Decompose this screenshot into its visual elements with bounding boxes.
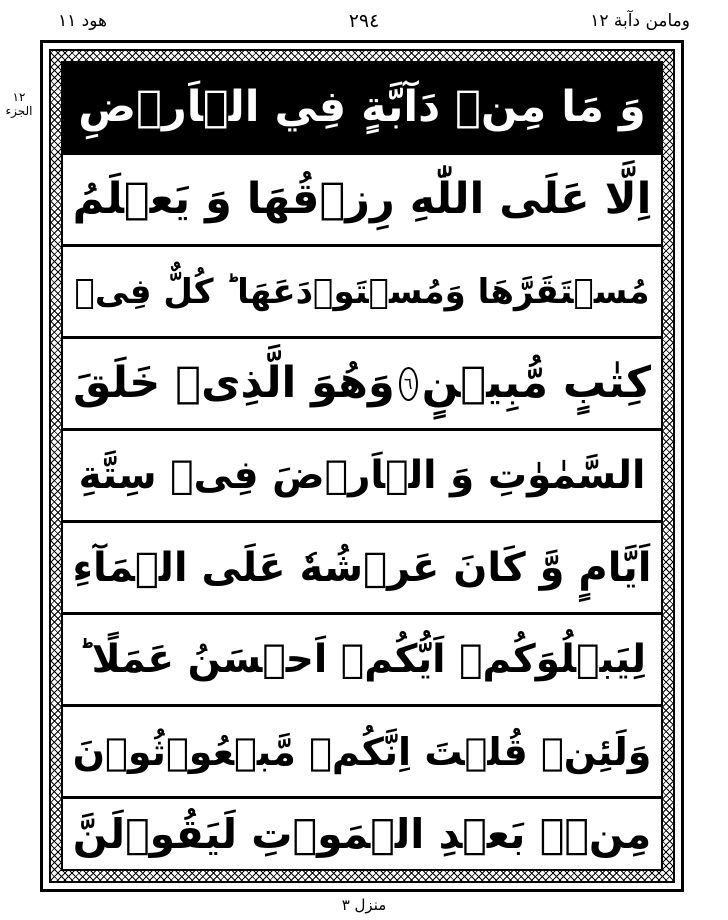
text-line-4-start: كِتٰبٍ مُّبِيۡنٍ: [421, 358, 651, 408]
surah-verse-header: ومامن دآبة ١٢: [590, 11, 690, 31]
text-panel: [61, 61, 663, 871]
page-number: ٢٩٤: [348, 10, 380, 32]
text-line-5: السَّمٰوٰتِ وَ الۡاَرۡضَ فِیۡ سِتَّةِ: [63, 431, 661, 523]
text-line-4: [63, 339, 661, 431]
text-line-4-end: وَهُوَ الَّذِیۡ خَلَقَ: [73, 358, 395, 408]
text-line-8: وَلَئِنۡ قُلۡتَ اِنَّكُمۡ مَّبۡعُوۡثُوۡنَ: [63, 707, 661, 799]
text-line-3: مُسۡتَقَرَّهَا وَمُسۡتَوۡدَعَهَا ؕ كُلٌّ فِیۡ: [63, 247, 661, 339]
ayah-end-marker: ٦: [399, 367, 418, 401]
decorative-border: [49, 49, 675, 883]
text-line-7: لِيَبۡلُوَكُمۡ اَيُّكُمۡ اَحۡسَنُ عَمَلًا ؕ: [63, 615, 661, 707]
text-line-6: اَيَّامٍ وَّ كَانَ عَرۡشُهٗ عَلَى الۡمَآءِ: [63, 523, 661, 615]
text-line-9: مِنۡۢ بَعۡدِ الۡمَوۡتِ لَيَقُوۡلَنَّ: [72, 809, 652, 858]
manzil-footer: منزل ٣: [341, 896, 387, 914]
page-frame: [40, 40, 684, 892]
text-line-1: وَ مَا مِنۡ دَآبَّةٍ فِي الۡاَرۡضِ: [63, 63, 661, 155]
juz-marker: [2, 90, 36, 118]
surah-name-header: هود ١١: [58, 11, 107, 31]
text-line-2: اِلَّا عَلَى اللّٰهِ رِزۡقُهَا وَ يَعۡلَمُ: [63, 155, 661, 247]
juz-number: ١٢: [12, 90, 26, 104]
juz-label: الجزء: [5, 104, 33, 118]
